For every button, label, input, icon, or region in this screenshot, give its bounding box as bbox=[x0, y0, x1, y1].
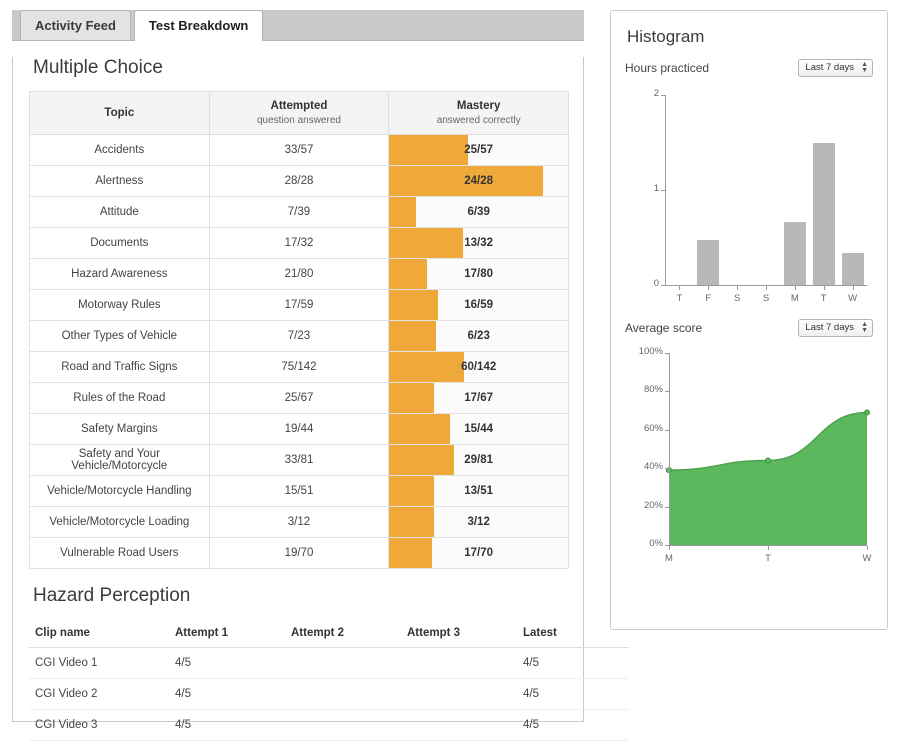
y-tick-mark bbox=[665, 468, 669, 469]
cell-mastery bbox=[389, 290, 569, 321]
tab-activity-feed-label: Activity Feed bbox=[35, 18, 116, 33]
mastery-value: 17/70 bbox=[464, 547, 494, 559]
cell-attempted: 7/23 bbox=[209, 321, 389, 352]
cell-topic: Safety Margins bbox=[30, 414, 210, 445]
mastery-value: 15/44 bbox=[464, 423, 494, 435]
y-tick-mark bbox=[661, 285, 665, 286]
mastery-value: 13/51 bbox=[464, 485, 494, 497]
cell-attempted: 3/12 bbox=[209, 507, 389, 538]
column-header-topic-label: Topic bbox=[104, 107, 135, 119]
cell-attempted: 21/80 bbox=[209, 259, 389, 290]
mastery-value: 6/39 bbox=[467, 206, 490, 218]
table-row[interactable] bbox=[30, 290, 569, 321]
x-tick-mark bbox=[768, 546, 769, 550]
cell-mastery bbox=[389, 135, 569, 166]
hp-column-header-clip: Clip name bbox=[29, 619, 169, 648]
x-tick-label: W bbox=[848, 293, 858, 304]
data-point bbox=[766, 458, 771, 463]
mastery-value: 60/142 bbox=[461, 361, 497, 373]
table-header-row bbox=[30, 92, 569, 135]
tab-activity-feed[interactable] bbox=[20, 10, 131, 40]
cell-mastery bbox=[389, 476, 569, 507]
column-header-mastery bbox=[389, 92, 569, 135]
mastery-value: 3/12 bbox=[467, 516, 490, 528]
cell-mastery bbox=[389, 383, 569, 414]
cell-attempted: 17/59 bbox=[209, 290, 389, 321]
hours-range-select[interactable] bbox=[798, 59, 873, 77]
bar bbox=[813, 143, 835, 286]
cell-attempted: 28/28 bbox=[209, 166, 389, 197]
cell-attempt-2 bbox=[285, 648, 401, 679]
table-row[interactable] bbox=[30, 507, 569, 538]
cell-attempt-1: 4/5 bbox=[169, 648, 285, 679]
hazard-perception-title: Hazard Perception bbox=[33, 585, 191, 606]
cell-mastery bbox=[389, 259, 569, 290]
cell-topic: Vehicle/Motorcycle Handling bbox=[30, 476, 210, 507]
panel-body bbox=[12, 57, 584, 731]
hp-column-header-attempt-3: Attempt 3 bbox=[401, 619, 517, 648]
cell-attempt-3 bbox=[401, 648, 517, 679]
y-tick-label: 0 bbox=[653, 278, 659, 289]
cell-topic: Alertness bbox=[30, 166, 210, 197]
multiple-choice-body bbox=[30, 135, 569, 569]
y-tick-mark bbox=[665, 430, 669, 431]
cell-topic: Rules of the Road bbox=[30, 383, 210, 414]
column-header-attempted bbox=[209, 92, 389, 135]
x-tick-mark bbox=[853, 286, 854, 290]
table-row[interactable] bbox=[30, 538, 569, 569]
y-tick-label: 20% bbox=[643, 499, 663, 511]
cell-topic: Motorway Rules bbox=[30, 290, 210, 321]
cell-clip-name: CGI Video 2 bbox=[29, 679, 169, 710]
column-header-attempted-sub: question answered bbox=[257, 115, 341, 126]
cell-attempt-2 bbox=[285, 710, 401, 741]
hp-header-row bbox=[29, 619, 629, 648]
hp-column-header-attempt-2: Attempt 2 bbox=[285, 619, 401, 648]
x-tick-mark bbox=[669, 546, 670, 550]
stepper-arrows-icon-2: ▲ ▼ bbox=[861, 321, 868, 334]
column-header-mastery-sub: answered correctly bbox=[436, 115, 521, 126]
cell-topic: Vulnerable Road Users bbox=[30, 538, 210, 569]
y-tick-label: 0% bbox=[649, 538, 663, 549]
tab-test-breakdown-label: Test Breakdown bbox=[148, 18, 249, 33]
cell-clip-name: CGI Video 3 bbox=[29, 710, 169, 741]
x-tick-mark bbox=[708, 286, 709, 290]
y-tick-label: 2 bbox=[653, 88, 659, 99]
x-tick-label: M bbox=[665, 553, 673, 564]
hours-practiced-header bbox=[625, 59, 873, 77]
data-point bbox=[865, 410, 870, 415]
x-tick-label: T bbox=[820, 293, 827, 304]
table-row[interactable] bbox=[30, 383, 569, 414]
cell-attempt-3 bbox=[401, 679, 517, 710]
list-item[interactable] bbox=[29, 648, 629, 679]
cell-topic: Accidents bbox=[30, 135, 210, 166]
list-item[interactable] bbox=[29, 710, 629, 741]
score-range-select[interactable] bbox=[798, 319, 873, 337]
table-row[interactable] bbox=[30, 352, 569, 383]
table-row[interactable] bbox=[30, 321, 569, 352]
cell-mastery bbox=[389, 507, 569, 538]
cell-topic: Hazard Awareness bbox=[30, 259, 210, 290]
column-header-topic bbox=[30, 92, 210, 135]
cell-attempted: 75/142 bbox=[209, 352, 389, 383]
cell-mastery bbox=[389, 352, 569, 383]
x-tick-label: T bbox=[765, 553, 771, 564]
table-row[interactable] bbox=[30, 445, 569, 476]
hours-range-value: Last 7 days bbox=[805, 62, 854, 73]
average-score-header bbox=[625, 319, 873, 337]
histogram-panel bbox=[610, 10, 888, 630]
y-tick-mark bbox=[661, 190, 665, 191]
x-tick-label: F bbox=[705, 293, 712, 304]
cell-attempt-1: 4/5 bbox=[169, 710, 285, 741]
cell-mastery bbox=[389, 538, 569, 569]
table-row[interactable] bbox=[30, 135, 569, 166]
table-row[interactable] bbox=[30, 228, 569, 259]
mastery-value: 16/59 bbox=[464, 299, 494, 311]
bar bbox=[697, 240, 719, 285]
cell-latest: 4/5 bbox=[517, 648, 629, 679]
cell-attempt-2 bbox=[285, 679, 401, 710]
cell-mastery bbox=[389, 166, 569, 197]
cell-topic: Attitude bbox=[30, 197, 210, 228]
cell-attempted: 25/67 bbox=[209, 383, 389, 414]
cell-topic: Documents bbox=[30, 228, 210, 259]
cell-attempted: 19/70 bbox=[209, 538, 389, 569]
multiple-choice-title: Multiple Choice bbox=[33, 57, 163, 78]
y-tick-label: 80% bbox=[643, 384, 663, 396]
cell-topic: Other Types of Vehicle bbox=[30, 321, 210, 352]
mastery-value: 13/32 bbox=[464, 237, 494, 249]
table-row[interactable] bbox=[30, 259, 569, 290]
x-tick-mark bbox=[824, 286, 825, 290]
mastery-value: 24/28 bbox=[464, 175, 494, 187]
area-fill bbox=[669, 413, 867, 545]
cell-mastery bbox=[389, 445, 569, 476]
y-tick-label: 100% bbox=[638, 346, 663, 357]
y-tick-mark bbox=[665, 391, 669, 392]
stepper-arrows-icon: ▲ ▼ bbox=[861, 61, 868, 74]
cell-latest: 4/5 bbox=[517, 710, 629, 741]
histogram-title: Histogram bbox=[627, 27, 705, 46]
x-tick-mark bbox=[867, 546, 868, 550]
x-tick-mark bbox=[795, 286, 796, 290]
y-tick-mark bbox=[665, 507, 669, 508]
x-tick-mark bbox=[679, 286, 680, 290]
tab-bar bbox=[12, 10, 584, 41]
table-row[interactable] bbox=[30, 476, 569, 507]
tab-test-breakdown[interactable] bbox=[134, 10, 263, 41]
column-header-attempted-label: Attempted bbox=[270, 100, 328, 112]
score-range-value: Last 7 days bbox=[805, 322, 854, 333]
mastery-value: 17/67 bbox=[464, 392, 494, 404]
cell-topic: Safety and Your Vehicle/Motorcycle bbox=[30, 445, 210, 476]
hp-column-header-attempt-1: Attempt 1 bbox=[169, 619, 285, 648]
list-item[interactable] bbox=[29, 679, 629, 710]
x-tick-mark bbox=[766, 286, 767, 290]
x-tick-label: S bbox=[762, 293, 770, 304]
cell-mastery bbox=[389, 228, 569, 259]
table-row[interactable] bbox=[30, 414, 569, 445]
table-row[interactable] bbox=[30, 166, 569, 197]
y-tick-label: 1 bbox=[653, 183, 659, 194]
x-tick-label: S bbox=[733, 293, 741, 304]
cell-topic: Road and Traffic Signs bbox=[30, 352, 210, 383]
average-score-chart bbox=[625, 341, 875, 579]
cell-attempted: 19/44 bbox=[209, 414, 389, 445]
hours-practiced-chart bbox=[625, 81, 875, 319]
cell-attempt-3 bbox=[401, 710, 517, 741]
hp-column-header-latest: Latest bbox=[517, 619, 629, 648]
cell-mastery bbox=[389, 197, 569, 228]
cell-attempted: 33/57 bbox=[209, 135, 389, 166]
cell-latest: 4/5 bbox=[517, 679, 629, 710]
average-score-label: Average score bbox=[625, 321, 703, 335]
bar bbox=[784, 222, 806, 285]
cell-topic: Vehicle/Motorcycle Loading bbox=[30, 507, 210, 538]
x-tick-label: M bbox=[790, 293, 799, 304]
cell-attempted: 17/32 bbox=[209, 228, 389, 259]
mastery-value: 6/23 bbox=[467, 330, 490, 342]
mastery-value: 29/81 bbox=[464, 454, 494, 466]
mastery-value: 17/80 bbox=[464, 268, 494, 280]
cell-attempted: 15/51 bbox=[209, 476, 389, 507]
cell-attempted: 33/81 bbox=[209, 445, 389, 476]
y-tick-mark bbox=[665, 353, 669, 354]
multiple-choice-table bbox=[29, 91, 569, 569]
y-tick-label: 40% bbox=[643, 461, 663, 473]
cell-attempted: 7/39 bbox=[209, 197, 389, 228]
bar bbox=[842, 253, 864, 285]
x-tick-label: W bbox=[862, 553, 872, 564]
table-row[interactable] bbox=[30, 197, 569, 228]
y-tick-label: 60% bbox=[643, 422, 663, 434]
hours-practiced-label: Hours practiced bbox=[625, 61, 710, 75]
y-axis bbox=[669, 353, 670, 545]
x-tick-mark bbox=[737, 286, 738, 290]
mastery-value: 25/57 bbox=[464, 144, 494, 156]
cell-mastery bbox=[389, 321, 569, 352]
column-header-mastery-label: Mastery bbox=[456, 100, 501, 112]
cell-attempt-1: 4/5 bbox=[169, 679, 285, 710]
y-tick-mark bbox=[661, 95, 665, 96]
x-tick-label: T bbox=[676, 293, 683, 304]
y-axis bbox=[665, 95, 666, 285]
hazard-perception-table bbox=[29, 619, 629, 741]
cell-mastery bbox=[389, 414, 569, 445]
hazard-perception-body bbox=[29, 648, 629, 741]
test-breakdown-panel bbox=[12, 10, 584, 731]
cell-clip-name: CGI Video 1 bbox=[29, 648, 169, 679]
